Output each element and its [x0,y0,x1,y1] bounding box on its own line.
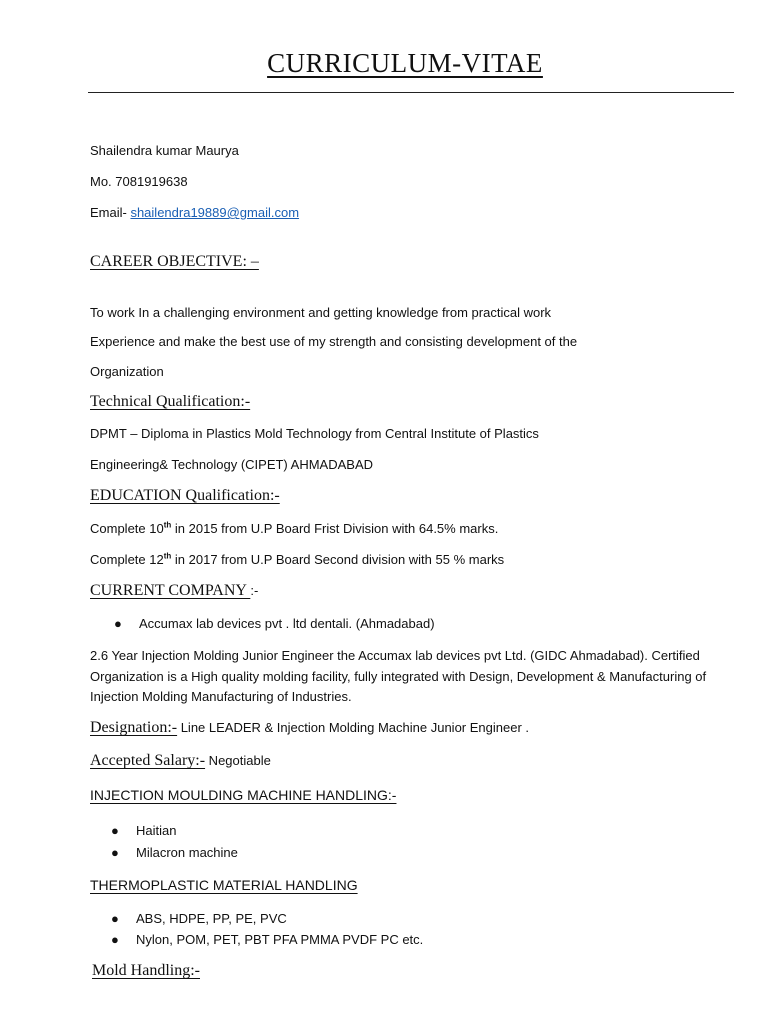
material-item-1-text: ABS, HDPE, PP, PE, PVC [136,911,287,926]
technical-qualification-heading: Technical Qualification:- [90,393,251,410]
machine-handling-heading: INJECTION MOULDING MACHINE HANDLING:- [90,787,397,803]
career-objective-heading: CAREER OBJECTIVE: – [90,253,259,270]
candidate-name: Shailendra kumar Maurya [90,143,239,158]
machine-item-1 [111,823,177,838]
machine-item-2 [111,845,238,860]
machine-item-2-text: Milacron machine [136,845,238,860]
mobile-number: Mo. 7081919638 [90,174,188,189]
mold-handling-heading: Mold Handling:- [92,962,200,979]
education-heading: EDUCATION Qualification:- [90,487,280,504]
email-line [90,205,299,220]
education-10th-post: in 2015 from U.P Board Frist Division with 64.5% marks. [171,521,499,536]
email-link[interactable]: shailendra19889@gmail.com [130,205,300,220]
material-handling-heading: THERMOPLASTIC MATERIAL HANDLING [90,877,358,893]
current-company-heading-suffix: :- [250,583,259,598]
designation-value: Line LEADER & Injection Molding Machine Junior Engineer . [177,720,530,735]
bullet-icon: ● [111,932,119,947]
document-title: CURRICULUM-VITAE [267,48,543,78]
education-12th-sup: th [163,551,172,561]
bullet-icon: ● [111,911,119,926]
technical-line-2: Engineering& Technology (CIPET) AHMADABAD [90,457,373,472]
bullet-icon: ● [114,616,122,631]
current-company-heading [90,582,258,600]
salary-line [90,752,271,770]
salary-value: Negotiable [205,753,271,768]
career-line-3: Organization [90,364,164,379]
education-12th-pre: Complete 12 [90,552,164,567]
machine-item-1-text: Haitian [136,823,177,838]
company-description: 2.6 Year Injection Molding Junior Engineer the Accumax lab devices pvt Ltd. (GIDC Ahmadabad). Certified Organization is a High quality molding facility, fully integrated with Design, Development & Manufacturing of Injection Molding Manufacturing of Industries. [90,648,707,704]
company-bullet [114,616,435,631]
title-divider [88,92,734,93]
career-line-1: To work In a challenging environment and getting knowledge from practical work [90,305,552,320]
material-item-1 [111,911,287,926]
education-item-12th [90,552,504,567]
bullet-icon: ● [111,845,119,860]
career-line-2: Experience and make the best use of my strength and consisting development of the [90,334,578,349]
company-bullet-text: Accumax lab devices pvt . ltd dentali. (Ahmadabad) [139,616,435,631]
current-company-heading-text: CURRENT COMPANY [90,582,251,599]
education-item-10th [90,521,498,536]
material-item-2-text: Nylon, POM, PET, PBT PFA PMMA PVDF PC etc. [136,932,424,947]
email-label: Email- [90,205,131,220]
bullet-icon: ● [111,823,119,838]
designation-label: Designation:- [90,719,178,736]
material-item-2 [111,932,424,947]
education-10th-pre: Complete 10 [90,521,164,536]
technical-line-1: DPMT – Diploma in Plastics Mold Technology from Central Institute of Plastics [90,426,539,441]
salary-label: Accepted Salary:- [90,752,206,769]
education-12th-post: in 2017 from U.P Board Second division with 55 % marks [171,552,505,567]
designation-line [90,719,529,737]
education-10th-sup: th [163,520,172,530]
